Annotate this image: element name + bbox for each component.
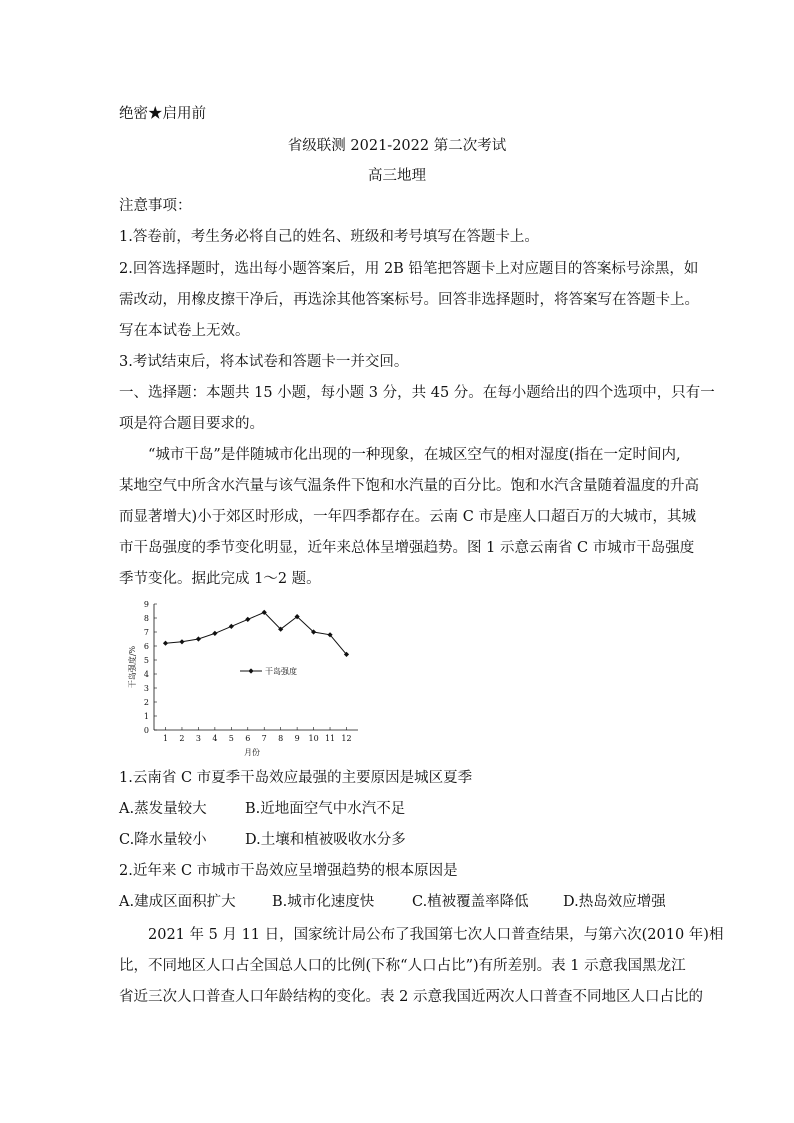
x-tick-label: 12 <box>341 734 352 743</box>
question-2-option-d: D.热岛效应增强 <box>563 894 666 910</box>
passage-1-line-5: 季节变化。据此完成 1～2 题。 <box>119 571 321 587</box>
passage-1-line-1: “城市干岛”是伴随城市化出现的一种现象，在城区空气的相对湿度(指在一定时间内, <box>148 447 681 463</box>
x-tick-label: 4 <box>212 734 218 743</box>
y-tick-label: 0 <box>143 726 149 735</box>
question-2-option-c: C.植被覆盖率降低 <box>412 894 529 910</box>
question-1-stem: 1.云南省 C 市夏季干岛效应最强的主要原因是城区夏季 <box>119 770 473 786</box>
data-point <box>179 639 184 644</box>
x-tick-label: 9 <box>294 734 300 743</box>
x-tick-label: 5 <box>228 734 234 743</box>
section-1-heading-line-2: 项是符合题目要求的。 <box>119 416 264 432</box>
data-point <box>196 636 201 641</box>
x-tick-label: 11 <box>324 734 336 743</box>
x-axis-title: 月份 <box>244 748 260 757</box>
legend-marker <box>248 668 253 673</box>
question-2-option-a: A.建成区面积扩大 <box>119 894 236 910</box>
series-line <box>166 612 347 654</box>
x-tick-label: 10 <box>308 734 319 743</box>
x-tick-label: 3 <box>195 734 201 743</box>
y-tick-label: 8 <box>143 614 149 623</box>
section-1-heading-line-1: 一、选择题：本题共 15 小题，每小题 3 分，共 45 分。在每小题给出的四个选项中，只有一 <box>119 385 715 401</box>
y-tick-label: 6 <box>143 642 149 651</box>
passage-1-line-2: 某地空气中所含水汽量与该气温条件下饱和水汽量的百分比。饱和水汽含量随着温度的升高 <box>119 478 699 494</box>
dry-island-chart <box>118 596 368 761</box>
exam-title: 省级联测 2021-2022 第二次考试 <box>287 138 507 154</box>
question-2-stem: 2.近年来 C 市城市干岛效应呈增强趋势的根本原因是 <box>119 863 458 879</box>
y-tick-label: 4 <box>143 670 149 679</box>
question-1-option-d: D.土壤和植被吸收水分多 <box>245 832 406 848</box>
y-axis-title: 干岛强度/% <box>128 645 137 689</box>
y-tick-label: 7 <box>143 628 149 637</box>
y-tick-label: 3 <box>143 684 149 693</box>
passage-2-line-3: 省近三次人口普查人口年龄结构的变化。表 2 示意我国近两次人口普查不同地区人口占比的 <box>119 989 703 1005</box>
chart-canvas <box>118 596 368 761</box>
x-tick-label: 7 <box>261 734 267 743</box>
note-2-line-3: 写在本试卷上无效。 <box>119 323 250 339</box>
y-tick-label: 9 <box>143 600 149 609</box>
x-tick-label: 1 <box>162 734 169 743</box>
notes-heading: 注意事项： <box>119 198 192 214</box>
x-tick-label: 8 <box>278 734 284 743</box>
passage-2-line-2: 比，不同地区人口占全国总人口的比例(下称“人口占比”)有所差别。表 1 示意我国黑龙江 <box>119 958 686 974</box>
note-2-line-2: 需改动，用橡皮擦干净后，再选涂其他答案标号。回答非选择题时，将答案写在答题卡上。 <box>119 292 699 308</box>
data-point <box>245 617 250 622</box>
x-tick-label: 2 <box>179 734 185 743</box>
passage-1-line-4: 市干岛强度的季节变化明显，近年来总体呈增强趋势。图 1 示意云南省 C 市城市干岛强度 <box>119 540 695 556</box>
passage-1-line-3: 而显著增大)小于郊区时形成，一年四季都存在。云南 C 市是座人口超百万的大城市，其城 <box>119 509 696 525</box>
y-tick-label: 2 <box>143 698 149 707</box>
secret-label: 绝密★启用前 <box>119 106 206 122</box>
y-tick-label: 5 <box>143 656 149 665</box>
note-2-line-1: 2.回答选择题时，选出每小题答案后，用 2B 铅笔把答题卡上对应题目的答案标号涂黑，如 <box>119 261 699 277</box>
subject-title: 高三地理 <box>368 168 426 184</box>
question-1-option-c: C.降水量较小 <box>119 832 207 848</box>
question-1-option-a: A.蒸发量较大 <box>119 801 207 817</box>
data-point <box>163 641 168 646</box>
question-2-option-b: B.城市化速度快 <box>272 894 375 910</box>
y-tick-label: 1 <box>143 712 149 721</box>
question-1-option-b: B.近地面空气中水汽不足 <box>245 801 406 817</box>
x-tick-label: 6 <box>245 734 251 743</box>
data-point <box>212 631 217 636</box>
passage-2-line-1: 2021 年 5 月 11 日，国家统计局公布了我国第七次人口普查结果，与第六次(2010 年)相 <box>148 927 724 943</box>
data-point <box>229 624 234 629</box>
legend-label: 干岛强度 <box>265 667 297 676</box>
note-1: 1.答卷前，考生务必将自己的姓名、班级和考号填写在答题卡上。 <box>119 229 539 245</box>
note-3: 3.考试结束后，将本试卷和答题卡一并交回。 <box>119 354 409 370</box>
